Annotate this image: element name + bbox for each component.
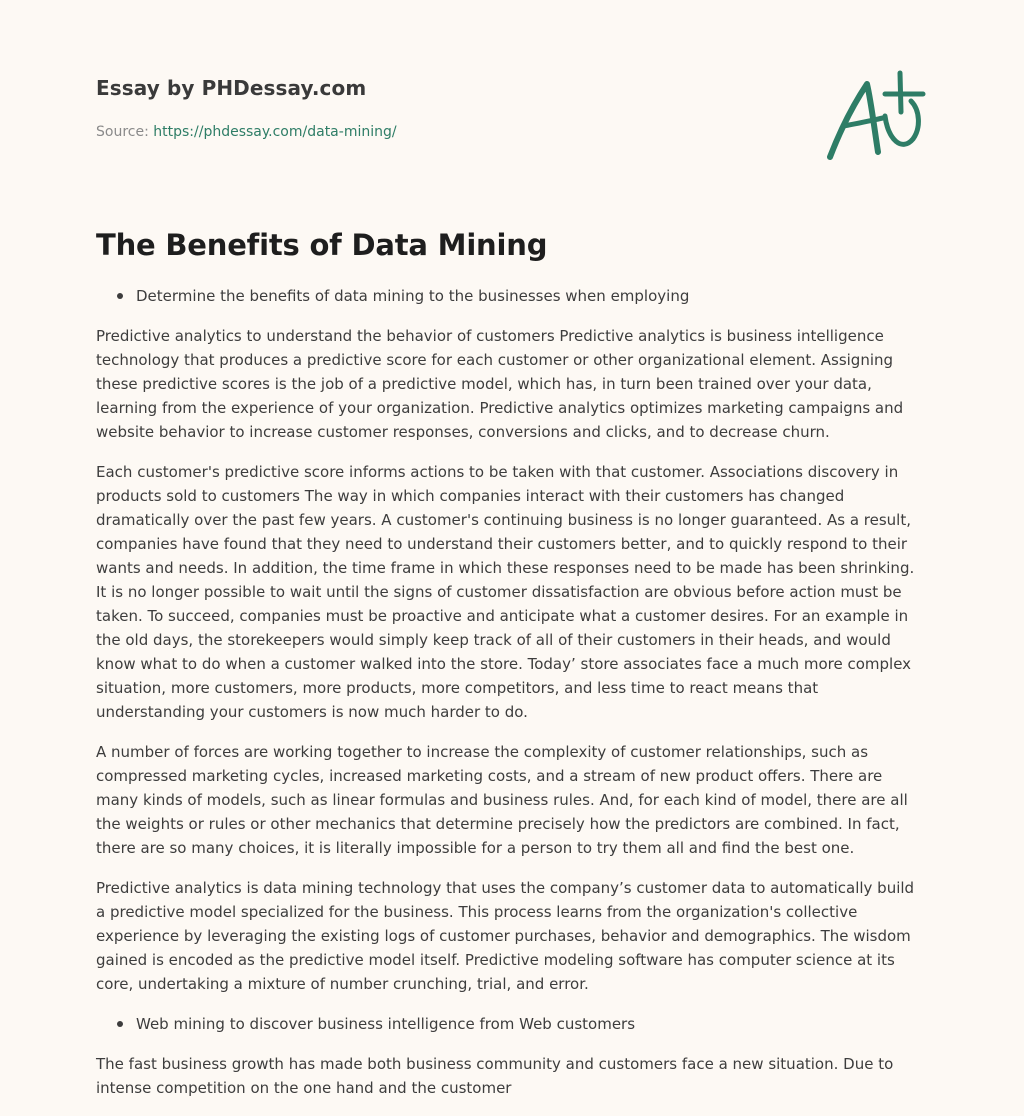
essay-title: The Benefits of Data Mining [96,228,548,262]
source-line [96,124,397,140]
source-label: Source: [96,124,149,140]
bullet-item: Determine the benefits of data mining to the businesses when employing [96,284,928,308]
site-brand: Essay by PHDessay.com [96,76,367,100]
a-plus-logo-icon [822,68,926,164]
essay-paragraph: Predictive analytics to understand the behavior of customers Predictive analytics is business intelligence technology that produces a predictive score for each customer or other organizational element. Assigning these predictive scores is the job of a predictive model, which has, in turn been trained over your data, learning from the experience of your organization. Predictive analytics optimizes marketing campaigns and website behavior to increase customer responses, conversions and clicks, and to decrease churn. [96,327,904,441]
essay-body [96,284,928,1116]
essay-paragraph: Each customer's predictive score informs actions to be taken with that customer. Associations discovery in products sold to customers The way in which companies interact with their customers has changed dramatically over the past few years. A customer's continuing business is no longer guaranteed. As a result, companies have found that they need to understand their customers better, and to quickly respond to their wants and needs. In addition, the time frame in which these responses need to be made has been shrinking. It is no longer possible to wait until the signs of customer dissatisfaction are obvious before action must be taken. To succeed, companies must be proactive and anticipate what a customer desires. For an example in the old days, the storekeepers would simply keep track of all of their customers in their heads, and would know what to do when a customer walked into the store. Today’ store associates face a much more complex situation, more customers, more products, more competitors, and less time to react means that understanding your customers is now much harder to do. [96,463,915,721]
source-link[interactable]: https://phdessay.com/data-mining/ [153,124,397,140]
essay-paragraph: Predictive analytics is data mining technology that uses the company’s customer data to automatically build a predictive model specialized for the business. This process learns from the organization's collective experience by leveraging the existing logs of customer purchases, behavior and demographics. The wisdom gained is encoded as the predictive model itself. Predictive modeling software has computer science at its core, undertaking a mixture of number crunching, trial, and error. [96,879,915,993]
bullet-item: Web mining to discover business intelligence from Web customers [96,1012,928,1036]
essay-paragraph: A number of forces are working together to increase the complexity of customer relationships, such as compressed marketing cycles, increased marketing costs, and a stream of new product offers. There are many kinds of models, such as linear formulas and business rules. And, for each kind of model, there are all the weights or rules or other mechanics that determine precisely how the predictors are combined. In fact, there are so many choices, it is literally impossible for a person to try them all and find the best one. [96,743,908,857]
essay-paragraph: The fast business growth has made both business community and customers face a new situation. Due to intense competition on the one hand and the customer [96,1055,894,1097]
